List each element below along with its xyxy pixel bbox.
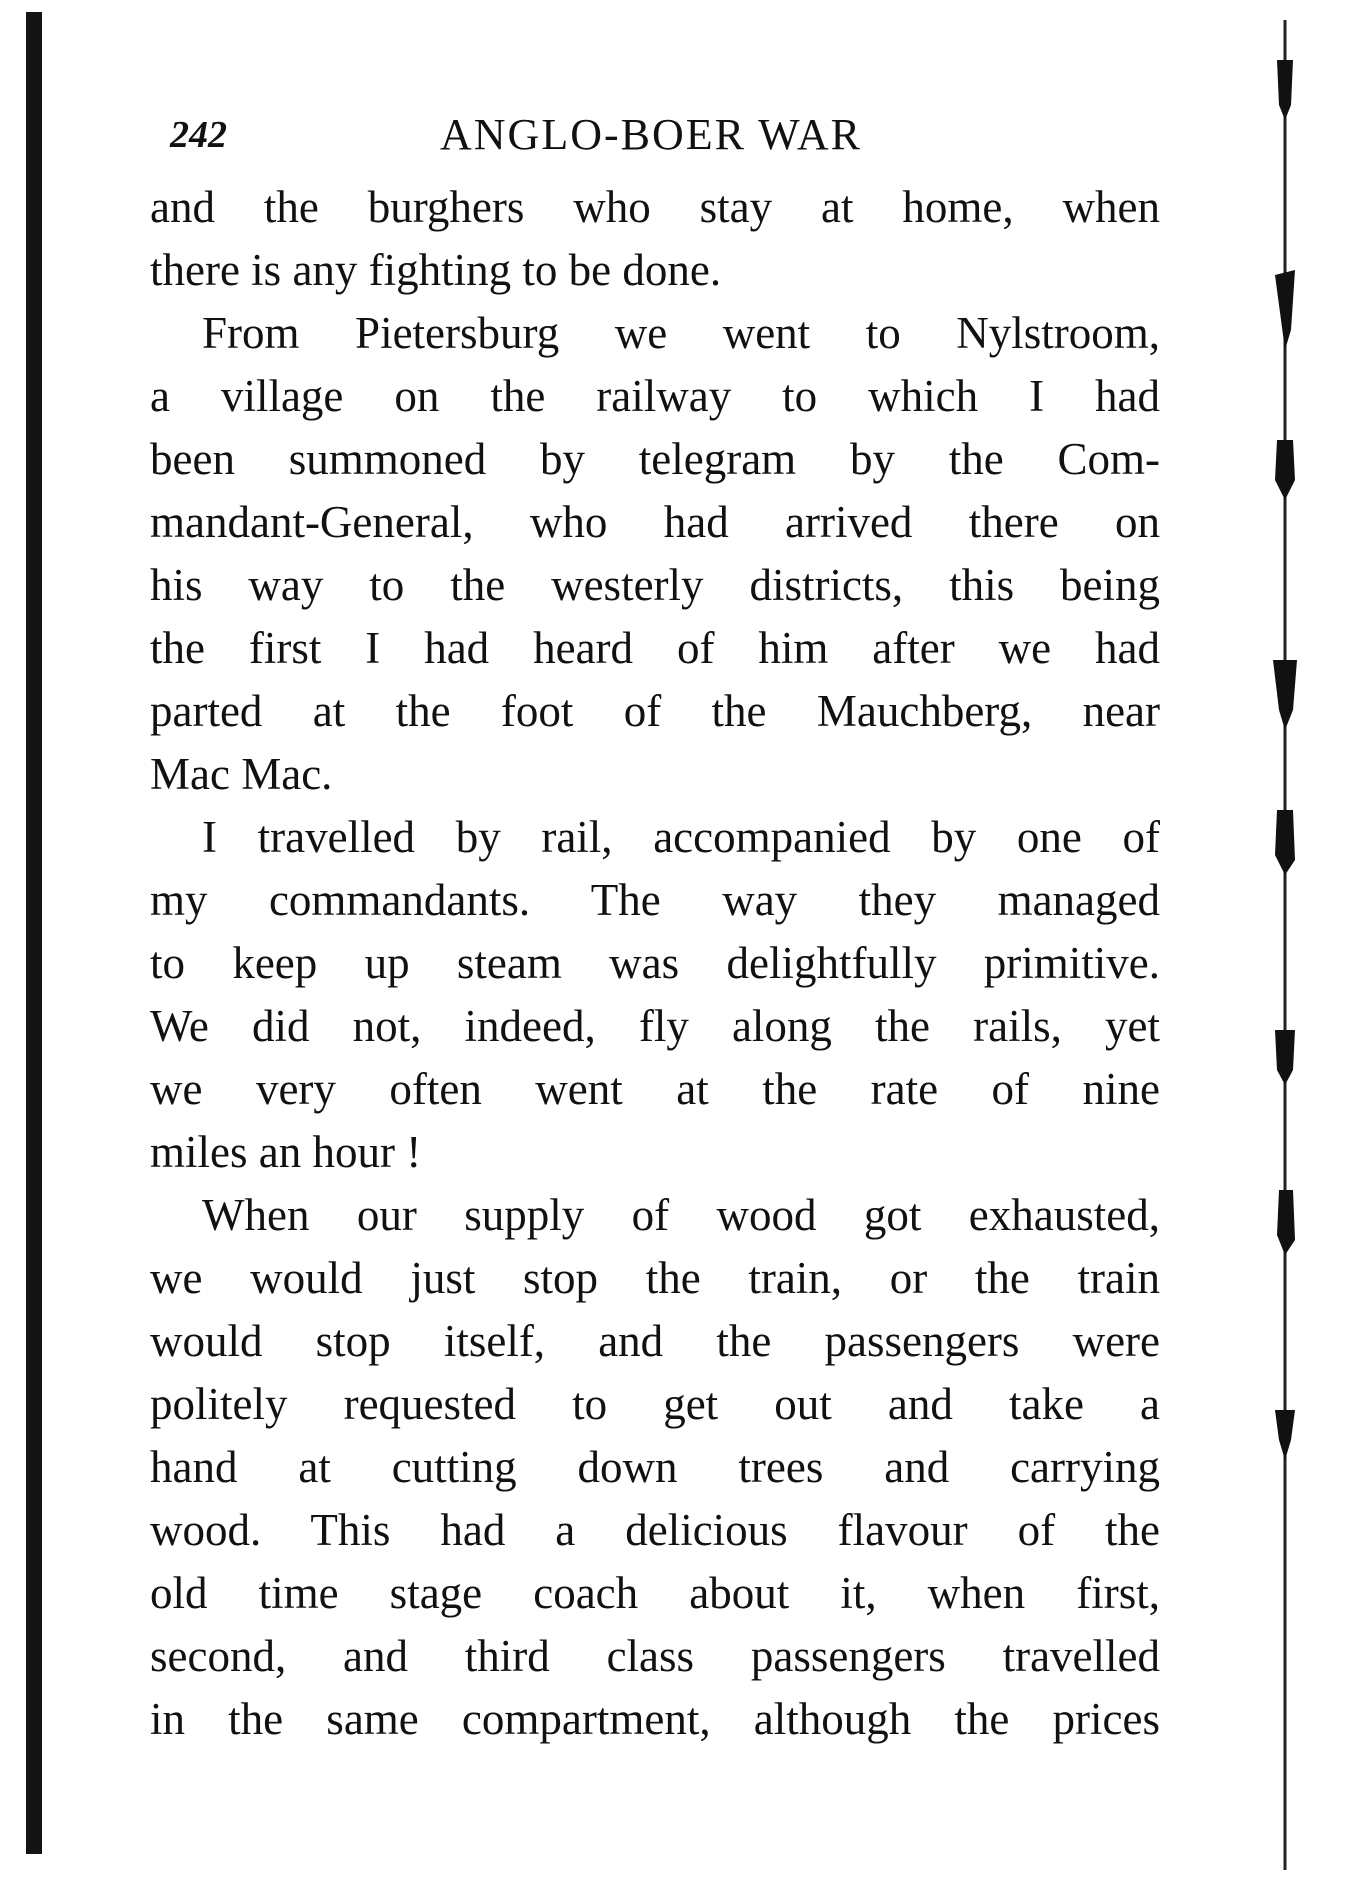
paragraph xyxy=(150,1184,1160,1751)
text-line: and the burghers who stay at home, when xyxy=(150,182,1160,232)
book-page xyxy=(150,100,1160,1751)
text-line: wood. This had a delicious flavour of the xyxy=(150,1505,1160,1555)
running-header xyxy=(150,100,1160,170)
text-line: would stop itself, and the passengers were xyxy=(150,1316,1160,1366)
text-line: old time stage coach about it, when first, xyxy=(150,1568,1160,1618)
text-line: miles an hour ! xyxy=(150,1127,422,1177)
text-line: in the same compartment, although the prices xyxy=(150,1694,1160,1744)
page-edge-ornament xyxy=(1255,20,1315,1870)
text-line: mandant-General, who had arrived there on xyxy=(150,497,1160,547)
text-line: politely requested to get out and take a xyxy=(150,1379,1160,1429)
text-line: Mac Mac. xyxy=(150,749,333,799)
paragraph xyxy=(150,806,1160,1184)
binding-edge-shadow xyxy=(26,12,42,1854)
text-line: my commandants. The way they managed xyxy=(150,875,1160,925)
text-line: been summoned by telegram by the Com- xyxy=(150,434,1160,484)
text-line: We did not, indeed, fly along the rails, yet xyxy=(150,1001,1160,1051)
text-line: to keep up steam was delightfully primitive. xyxy=(150,938,1160,988)
running-title: ANGLO-BOER WAR xyxy=(440,110,862,159)
text-line: hand at cutting down trees and carrying xyxy=(150,1442,1160,1492)
text-line: we very often went at the rate of nine xyxy=(150,1064,1160,1114)
text-line: we would just stop the train, or the train xyxy=(150,1253,1160,1303)
body-text xyxy=(150,176,1160,1751)
text-line: a village on the railway to which I had xyxy=(150,371,1160,421)
text-line: his way to the westerly districts, this being xyxy=(150,560,1160,610)
paragraph xyxy=(150,302,1160,806)
page-number: 242 xyxy=(170,114,227,156)
text-line: From Pietersburg we went to Nylstroom, xyxy=(202,308,1160,358)
text-line: there is any fighting to be done. xyxy=(150,245,722,295)
text-line: parted at the foot of the Mauchberg, near xyxy=(150,686,1160,736)
text-line: the first I had heard of him after we had xyxy=(150,623,1160,673)
text-line: When our supply of wood got exhausted, xyxy=(202,1190,1160,1240)
text-line: second, and third class passengers travelled xyxy=(150,1631,1160,1681)
text-line: I travelled by rail, accompanied by one of xyxy=(202,812,1160,862)
paragraph xyxy=(150,176,1160,302)
